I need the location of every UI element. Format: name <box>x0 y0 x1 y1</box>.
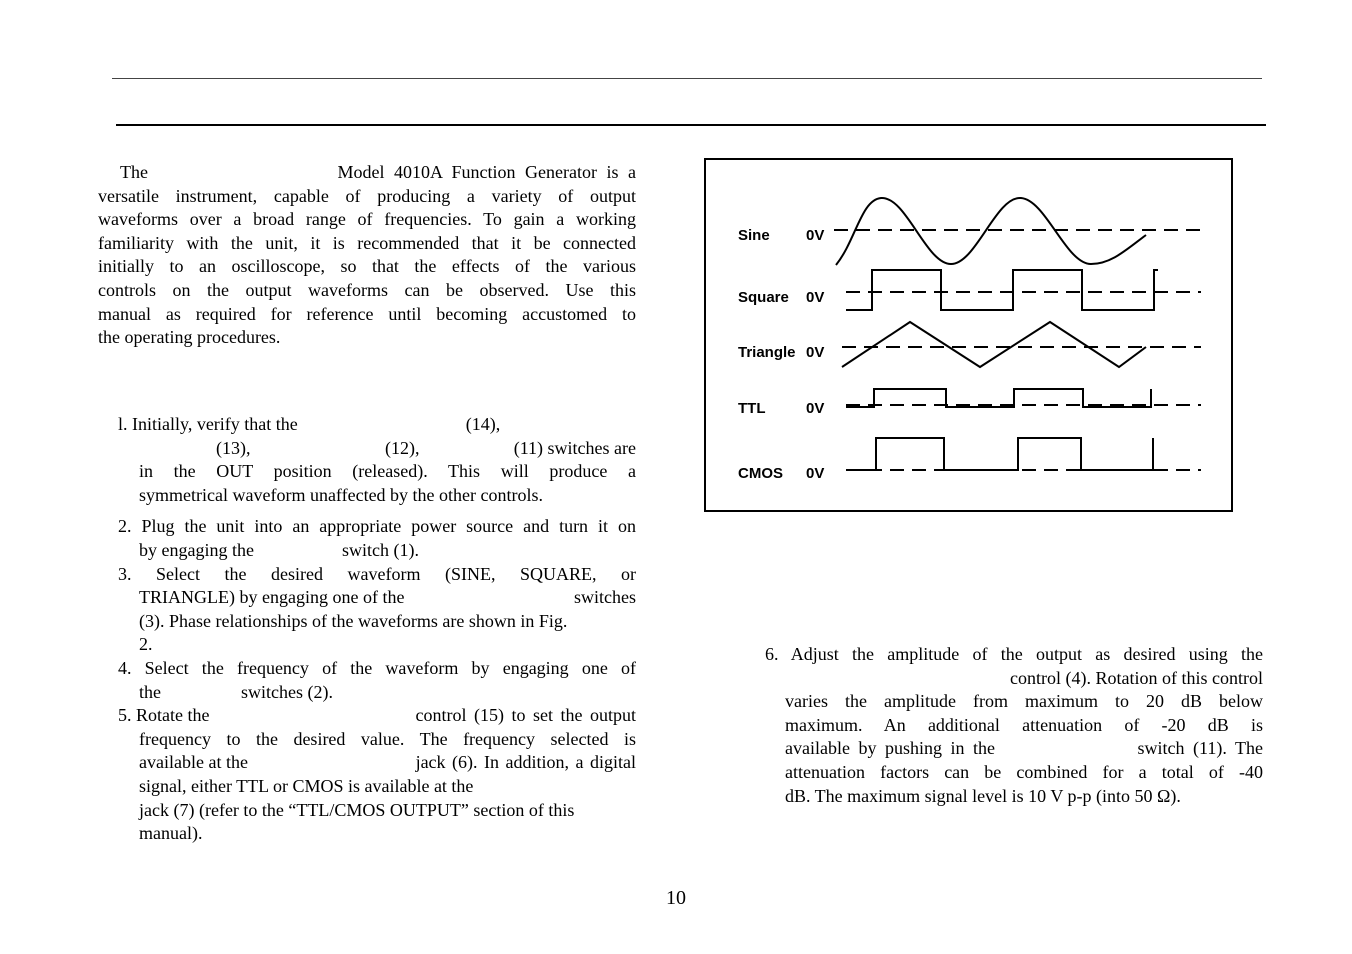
intro-line-6: controls on the output waveforms can be observed. Use this <box>98 279 636 300</box>
intro-line-8: the operating procedures. <box>98 327 281 348</box>
intro-line-1: The Model 4010A Function Generator is a <box>120 162 636 182</box>
triangle-zero-label: 0V <box>806 344 825 361</box>
intro-line-4: familiarity with the unit, it is recommended that it be connected <box>98 232 636 253</box>
square-zero-label: 0V <box>806 289 825 306</box>
triangle-label: Triangle <box>738 344 796 361</box>
triangle-wave <box>842 322 1146 367</box>
ttl-label: TTL <box>738 400 766 417</box>
cmos-zero-label: 0V <box>806 465 825 482</box>
step-2: 2. Plug the unit into an appropriate power source and turn it on by engaging the switch (1). <box>118 516 636 560</box>
sine-label: Sine <box>738 227 770 244</box>
step-1: l. Initially, verify that the (14), (13), (12), (11) switches are in the OUT position (released). This will produce a symmetrical waveform unaffected by the other controls. <box>118 414 636 505</box>
sine-wave <box>836 198 1146 265</box>
cmos-wave <box>846 438 1153 470</box>
step-4: 4. Select the frequency of the waveform by engaging one of the switches (2). <box>118 657 636 702</box>
intro-line-7: manual as required for reference until becoming accustomed to <box>98 303 636 324</box>
intro-paragraph <box>98 161 636 350</box>
square-wave <box>846 270 1158 310</box>
intro-line-5: initially to an oscilloscope, so that the effects of the various <box>98 256 636 277</box>
header-rule-bottom <box>116 124 1266 126</box>
step-6: 6. Adjust the amplitude of the output as desired using the control (4). Rotation of this control varies the amplitude from maximum to 20 dB below maximum. An additional attenuation of -20 dB is available by pushing in the switch (11). The attenuation factors can be combined for a total of -40 dB. The maximum signal level is 10 V p-p (into 50 Ω). <box>765 644 1263 806</box>
step-3: 3. Select the desired waveform (SINE, SQUARE, or TRIANGLE) by engaging one of the switches (3). Phase relationships of the waveforms are shown in Fig. 2. <box>118 563 636 655</box>
square-label: Square <box>738 289 789 306</box>
page-number: 10 <box>666 887 686 909</box>
waveform-diagram <box>706 160 1231 510</box>
waveform-figure <box>704 158 1233 512</box>
sine-zero-label: 0V <box>806 227 825 244</box>
intro-line-2: versatile instrument, capable of producing a variety of output <box>98 185 636 206</box>
cmos-label: CMOS <box>738 465 783 482</box>
procedure-steps <box>118 413 636 846</box>
ttl-zero-label: 0V <box>806 400 825 417</box>
intro-line-3: waveforms over a broad range of frequencies. To gain a working <box>98 209 636 230</box>
header-rule-top <box>112 78 1262 79</box>
step-5: 5. Rotate the control (15) to set the output frequency to the desired value. The frequency selected is available at the jack (6). In addition, a digital signal, either TTL or CMOS is available at the jack (7) (refer to the “TTL/CMOS OUTPUT” section of this manual). <box>118 705 636 844</box>
